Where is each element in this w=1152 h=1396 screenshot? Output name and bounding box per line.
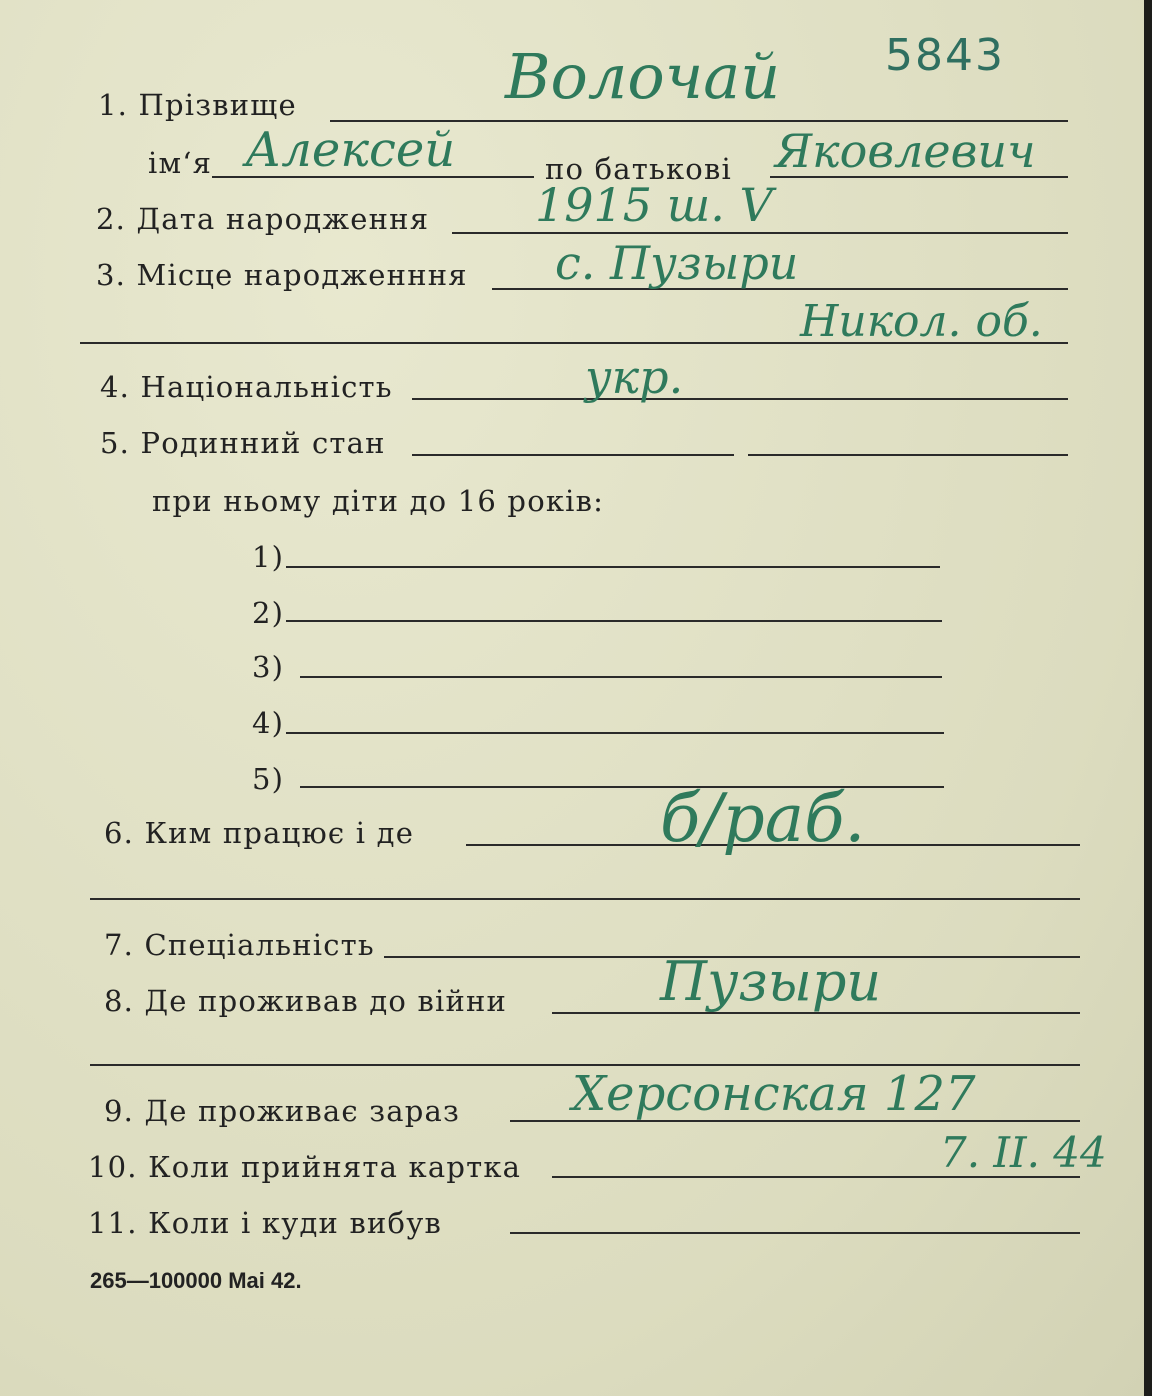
line-nationality	[412, 398, 1068, 400]
line-child-1	[286, 566, 940, 568]
card-number: 5843	[885, 30, 1005, 81]
label-patronymic: по батькові	[545, 152, 732, 186]
label-birth-date: 2. Дата народження	[96, 202, 430, 236]
label-name: ім‘я	[148, 146, 213, 180]
label-children: при ньому діти до 16 років:	[152, 484, 605, 518]
line-birth-date	[452, 232, 1068, 234]
label-work: 6. Ким працює і де	[104, 816, 415, 850]
label-departure: 11. Коли і куди вибув	[88, 1206, 442, 1240]
line-departure	[510, 1232, 1080, 1234]
label-current-residence: 9. Де проживає зараз	[104, 1094, 461, 1128]
label-birth-place: 3. Місце народженння	[96, 258, 468, 292]
label-prewar-residence: 8. Де проживав до війни	[104, 984, 508, 1018]
label-family-status: 5. Родинний стан	[100, 426, 386, 460]
line-child-3	[300, 676, 942, 678]
label-nationality: 4. Національність	[100, 370, 393, 404]
label-child-4: 4)	[252, 706, 285, 740]
hw-name: Алексей	[245, 122, 456, 178]
label-specialty: 7. Спеціальність	[104, 928, 375, 962]
hw-birth-date: 1915 ш. V	[535, 178, 773, 232]
line-family-status-1	[412, 454, 734, 456]
hw-patronymic: Яковлевич	[775, 124, 1036, 178]
label-child-1: 1)	[252, 540, 285, 574]
hw-birth-place-2: Никол. об.	[800, 296, 1043, 347]
line-child-2	[286, 620, 942, 622]
hw-prewar-residence: Пузыри	[660, 950, 882, 1013]
hw-surname: Волочай	[505, 40, 781, 113]
card-edge	[1144, 0, 1152, 1396]
hw-birth-place-1: с. Пузыри	[555, 236, 799, 290]
label-child-3: 3)	[252, 650, 285, 684]
hw-nationality: укр.	[585, 350, 684, 404]
hw-work: б/раб.	[660, 780, 866, 857]
line-work-2	[90, 898, 1080, 900]
label-child-2: 2)	[252, 596, 285, 630]
print-code: 265—100000 Mai 42.	[90, 1268, 302, 1293]
line-family-status-2	[748, 454, 1068, 456]
hw-current-residence: Херсонская 127	[572, 1066, 976, 1122]
label-child-5: 5)	[252, 762, 285, 796]
line-child-4	[286, 732, 944, 734]
label-card-accepted: 10. Коли прийнята картка	[88, 1150, 522, 1184]
label-surname: 1. Прізвище	[98, 88, 297, 122]
hw-card-accepted: 7. II. 44	[940, 1128, 1107, 1177]
